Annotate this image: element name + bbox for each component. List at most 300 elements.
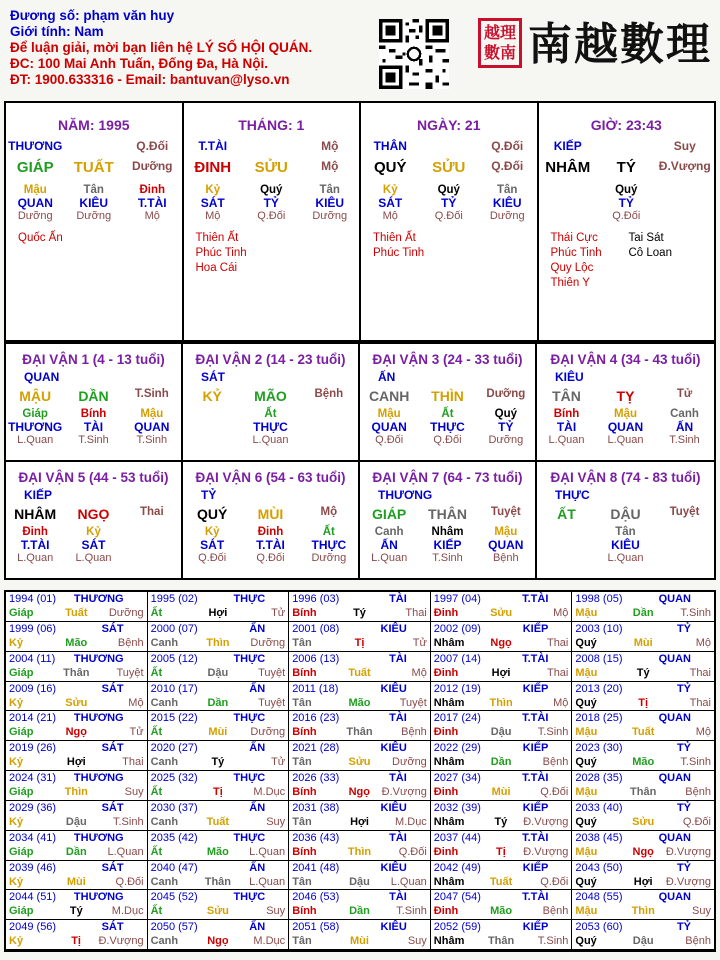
year-cell [148, 622, 290, 652]
year-label: 2033 (40) [575, 801, 623, 814]
year-stage: T.Sinh [537, 726, 569, 739]
dai-van-6 [183, 460, 360, 578]
year-branch: Dần [65, 845, 87, 858]
dai-van-god: SÁT [201, 370, 225, 384]
year-branch: Dần [207, 696, 229, 709]
year-cell [6, 682, 148, 712]
year-cell [431, 682, 573, 712]
year-label: 2026 (33) [292, 772, 340, 784]
year-god: THỰC [233, 712, 266, 725]
hidden-stage: L.Quan [75, 552, 112, 564]
year-branch: Sửu [348, 756, 371, 769]
year-cell [289, 861, 431, 891]
year-stem: Kỷ [9, 815, 24, 828]
year-label: 2040 (47) [150, 861, 198, 874]
dai-van-stem: NHÂM [14, 506, 57, 522]
year-cell [148, 890, 290, 920]
hidden-stage [656, 210, 715, 222]
year-cell [572, 920, 714, 950]
hidden-god: QUAN [17, 196, 53, 210]
year-stage: Tử [412, 636, 427, 649]
year-stem: Canh [150, 815, 179, 828]
red-seal-stamp [478, 18, 522, 68]
year-cell [6, 890, 148, 920]
year-stage: Q.Đối [115, 875, 144, 888]
year-stage: L.Quan [107, 845, 144, 858]
year-stem: Đinh [433, 607, 459, 619]
pillar-1 [184, 103, 362, 340]
dai-van-title: ĐẠI VẬN 2 (14 - 23 tuổi) [195, 352, 346, 367]
hidden-stage [537, 552, 596, 564]
year-label: 2000 (07) [150, 622, 198, 635]
year-branch: Tị [212, 786, 223, 798]
dai-van-4 [537, 342, 714, 460]
star-item: Phúc Tinh [195, 247, 247, 259]
year-god: KIÊU [380, 801, 407, 814]
year-god: T.TÀI [522, 772, 549, 784]
year-branch: Dần [349, 905, 370, 918]
year-cell [148, 592, 290, 622]
hidden-god: SÁT [378, 196, 403, 210]
dai-van-8 [537, 460, 714, 578]
year-cell [431, 890, 573, 920]
dai-van-5 [6, 460, 183, 578]
year-god: KIẾP [522, 921, 549, 934]
year-cell [148, 682, 290, 712]
hidden-stage: Q.Đối [257, 210, 286, 222]
hidden-stage: L.Quan [17, 552, 54, 564]
year-branch: Thìn [347, 845, 372, 858]
year-branch: Tý [353, 607, 366, 619]
year-stem: Bính [292, 607, 317, 619]
year-label: 2042 (49) [433, 861, 481, 874]
year-cell [431, 861, 573, 891]
year-label: 2002 (09) [433, 622, 481, 635]
year-stage: Mộ [695, 636, 711, 649]
year-stem: Ất [150, 845, 163, 858]
pillar-title: NGÀY: 21 [416, 117, 481, 133]
year-god: THƯƠNG [73, 891, 124, 904]
year-stage: Đ.Vượng [665, 875, 711, 888]
hidden-god: TỶ [618, 196, 634, 210]
dai-van-god: QUAN [24, 370, 60, 384]
year-branch: Mão [206, 845, 229, 858]
hidden-god: QUAN [488, 538, 524, 552]
heavenly-stem: ĐINH [194, 159, 232, 176]
year-label: 2001 (08) [292, 622, 340, 635]
year-branch: Thân [487, 935, 515, 948]
hidden-stem [300, 408, 358, 420]
year-god: KIÊU [380, 622, 407, 635]
hidden-stem: Canh [374, 526, 404, 538]
year-branch: Mão [490, 905, 513, 918]
year-stem: Mậu [575, 845, 598, 858]
year-branch: Thìn [206, 636, 230, 649]
year-label: 2012 (19) [433, 682, 481, 695]
year-cell [6, 861, 148, 891]
dai-van-panel [4, 342, 716, 580]
branch-god: Q.Đối [136, 139, 169, 153]
year-branch: Sửu [632, 815, 655, 828]
year-god: THỰC [233, 891, 266, 904]
year-stage: T.Sinh [680, 607, 711, 619]
year-cell [572, 711, 714, 741]
year-label: 2052 (59) [433, 921, 481, 934]
dai-van-title: ĐẠI VẬN 5 (44 - 53 tuổi) [18, 470, 169, 485]
year-branch: Sửu [65, 696, 88, 709]
year-branch: Mùi [633, 636, 653, 649]
year-stem: Giáp [9, 845, 34, 858]
year-cell [431, 771, 573, 801]
hidden-stage: T.Sinh [78, 434, 109, 446]
star-item: Cô Loan [628, 247, 672, 259]
year-cell [572, 741, 714, 771]
hidden-stem [123, 526, 181, 538]
year-branch: Hợi [208, 607, 228, 619]
year-label: 2018 (25) [575, 712, 623, 725]
pillar-0 [6, 103, 184, 340]
auspicious-stars [551, 231, 602, 291]
year-stage: T.Sinh [396, 905, 427, 918]
year-label: 2035 (42) [150, 831, 198, 844]
year-cell [572, 592, 714, 622]
year-label: 2022 (29) [433, 742, 481, 755]
year-stage: Thai [689, 666, 711, 679]
star-item: Hoa Cái [195, 262, 238, 274]
dai-van-branch: MÃO [254, 388, 287, 404]
year-stage: L.Quan [390, 875, 427, 888]
year-stage: Q.Đối [398, 845, 427, 858]
year-stem: Quý [575, 935, 597, 948]
year-branch: Ngọ [632, 845, 654, 858]
hidden-stem [183, 408, 241, 420]
year-stem: Quý [575, 875, 597, 888]
year-cell [572, 652, 714, 682]
hidden-god: THỰC [430, 420, 465, 434]
dai-van-branch: MÙI [257, 506, 284, 522]
year-god: SÁT [101, 682, 124, 695]
dai-van-branch: THÌN [431, 388, 464, 404]
year-stem: Đinh [433, 666, 459, 679]
year-god: THƯƠNG [73, 831, 124, 844]
pillar-title: GIỜ: 23:43 [590, 117, 662, 133]
hidden-god: TÀI [556, 420, 577, 434]
earthly-branch: SỬU [432, 159, 466, 176]
year-god: SÁT [101, 921, 124, 934]
hidden-stage: Dưỡng [489, 210, 525, 222]
earthly-branch: TÝ [616, 159, 636, 176]
year-god: T.TÀI [522, 593, 549, 605]
year-god: QUAN [658, 831, 691, 844]
hidden-god: TỶ [263, 196, 279, 210]
hidden-god [183, 420, 241, 434]
year-cell [6, 741, 148, 771]
year-label: 2014 (21) [9, 712, 57, 725]
year-cell [6, 920, 148, 950]
stem-god: T.TÀI [198, 139, 228, 153]
year-label: 2037 (44) [433, 831, 481, 844]
year-cell [289, 920, 431, 950]
year-stage: Mộ [553, 607, 569, 619]
four-pillars-panel [4, 101, 716, 342]
dai-van-title: ĐẠI VẬN 8 (74 - 83 tuổi) [550, 470, 701, 485]
life-stage: Q.Đối [491, 159, 524, 173]
year-god: KIÊU [380, 921, 407, 934]
year-cell [289, 741, 431, 771]
year-stage: Thai [405, 607, 427, 619]
year-god: THƯƠNG [73, 712, 124, 725]
year-stage: M.Dục [395, 815, 427, 828]
year-label: 2048 (55) [575, 891, 623, 904]
year-cell [289, 771, 431, 801]
year-cell [572, 831, 714, 861]
hidden-stage: Dưỡng [17, 210, 53, 222]
year-stem: Mậu [575, 607, 598, 619]
year-branch: Ngọ [207, 935, 229, 948]
year-stage: Q.Đối [540, 786, 569, 798]
year-god: KIÊU [380, 861, 407, 874]
year-cell [148, 771, 290, 801]
year-god: QUAN [658, 891, 691, 904]
year-stage: Thai [546, 666, 569, 679]
year-cell [289, 592, 431, 622]
year-stem: Canh [150, 935, 179, 948]
star-item: Phúc Tinh [550, 247, 602, 259]
pillar-title: NĂM: 1995 [57, 117, 130, 133]
year-stage: Q.Đối [682, 815, 711, 828]
year-cell [572, 861, 714, 891]
year-label: 2041 (48) [292, 861, 340, 874]
year-stage: Đ.Vượng [381, 786, 427, 798]
year-branch: Thìn [64, 786, 88, 798]
year-god: TÀI [389, 652, 407, 665]
dai-van-stage: Tuyệt [490, 506, 521, 518]
year-label: 2020 (27) [150, 742, 198, 755]
year-stage: Suy [692, 905, 711, 918]
dai-van-title: ĐẠI VẬN 7 (64 - 73 tuổi) [372, 470, 523, 485]
year-god: KIÊU [380, 682, 407, 695]
year-label: 2050 (57) [150, 921, 198, 934]
hidden-stem: Giáp [22, 408, 48, 420]
year-branch: Dậu [349, 875, 370, 888]
year-cell [431, 920, 573, 950]
dai-van-stage: Bệnh [314, 388, 344, 400]
auspicious-stars [18, 231, 63, 246]
hidden-stage: T.Sinh [669, 434, 700, 446]
hidden-stem: Tân [497, 184, 518, 196]
hidden-stem: Tân [615, 526, 636, 538]
year-stage: L.Quan [249, 875, 286, 888]
year-stage: Bệnh [542, 905, 569, 918]
year-god: KIẾP [522, 742, 549, 755]
year-cell [289, 622, 431, 652]
annual-cycle-table [4, 590, 716, 952]
hidden-stem: Kỷ [205, 184, 221, 196]
year-label: 2004 (11) [9, 652, 56, 665]
year-stem: Tân [292, 696, 312, 709]
hidden-stage [539, 210, 598, 222]
hidden-stem: Mậu [494, 526, 518, 538]
year-stage: L.Quan [249, 845, 286, 858]
year-stem: Kỷ [9, 636, 24, 649]
year-stem: Tân [292, 815, 312, 828]
dai-van-stem: GIÁP [372, 506, 407, 522]
star-item: Phúc Tinh [373, 247, 425, 259]
year-label: 2006 (13) [292, 652, 340, 665]
year-label: 2047 (54) [433, 891, 481, 904]
dai-van-3 [360, 342, 537, 460]
hidden-stem: Bính [80, 408, 107, 420]
dai-van-stage: T.Sinh [134, 388, 169, 400]
hidden-stem: Tân [319, 184, 340, 196]
year-god: T.TÀI [522, 831, 549, 844]
year-branch: Hợi [491, 666, 511, 679]
year-stem: Ất [150, 786, 163, 798]
dai-van-stage: Tử [676, 388, 693, 400]
year-label: 2003 (10) [575, 622, 623, 635]
year-stem: Canh [150, 636, 179, 649]
hidden-stem: Đinh [257, 526, 284, 538]
dai-van-1 [6, 342, 183, 460]
year-god: THỰC [233, 772, 266, 784]
year-stage: Q.Đối [540, 875, 569, 888]
dai-van-stage: Tuyệt [669, 506, 700, 518]
year-god: TỶ [676, 861, 691, 874]
dai-van-2 [183, 342, 360, 460]
year-stem: Bính [292, 726, 317, 739]
year-stage: T.Sinh [537, 935, 569, 948]
year-stem: Bính [292, 845, 317, 858]
year-cell [289, 711, 431, 741]
gender: Giới tính: Nam [10, 24, 104, 39]
year-cell [6, 831, 148, 861]
year-stage: M.Dục [111, 905, 144, 918]
year-stage: Tử [271, 607, 286, 619]
year-god: T.TÀI [522, 712, 549, 725]
year-label: 2034 (41) [9, 831, 57, 844]
year-label: 2025 (32) [150, 772, 198, 784]
year-label: 2053 (60) [575, 921, 623, 934]
hidden-god [656, 196, 715, 210]
year-label: 2030 (37) [150, 801, 198, 814]
hidden-stem [655, 526, 714, 538]
hidden-god: T.TÀI [256, 538, 285, 552]
year-stem: Kỷ [9, 935, 24, 948]
year-god: KIẾP [522, 682, 549, 695]
year-cell [572, 682, 714, 712]
year-god: THỰC [233, 831, 266, 844]
year-stem: Bính [292, 666, 317, 679]
star-item: Thiên Y [550, 277, 590, 289]
pillar-2 [361, 103, 539, 340]
year-label: 2043 (50) [575, 861, 623, 874]
star-item: Quốc Ấn [18, 232, 63, 244]
dai-van-god: ẤN [378, 370, 396, 384]
dai-van-stem: ẤT [557, 506, 576, 522]
branch-god: Mộ [321, 139, 339, 153]
year-label: 2044 (51) [9, 891, 57, 904]
year-label: 2028 (35) [575, 772, 623, 784]
year-label: 2051 (58) [292, 921, 340, 934]
year-stem: Giáp [9, 666, 34, 679]
year-cell [572, 801, 714, 831]
year-stem: Đinh [433, 845, 459, 858]
dai-van-branch: THÂN [428, 506, 467, 522]
hidden-stage: L.Quan [548, 434, 585, 446]
year-stem: Ất [150, 666, 163, 679]
dai-van-title: ĐẠI VẬN 6 (54 - 63 tuổi) [195, 470, 346, 485]
year-stem: Quý [575, 815, 597, 828]
year-branch: Ngọ [490, 636, 512, 649]
year-cell [572, 622, 714, 652]
year-stem: Nhâm [433, 696, 465, 709]
year-stage: M.Dục [253, 786, 286, 798]
hidden-stage [655, 552, 714, 564]
year-label: 2036 (43) [292, 831, 340, 844]
heavenly-stem: QUÝ [373, 159, 407, 176]
year-label: 2038 (45) [575, 831, 623, 844]
year-branch: Mùi [208, 726, 228, 739]
year-god: TỶ [676, 801, 691, 814]
hidden-stem: Kỷ [86, 526, 101, 538]
dai-van-branch: DẦN [78, 388, 109, 404]
year-god: THƯƠNG [73, 652, 124, 665]
pillar-title: THÁNG: 1 [238, 117, 305, 133]
year-stage: Tử [271, 756, 286, 769]
hidden-god: THỰC [311, 538, 347, 552]
year-label: 2045 (52) [150, 891, 198, 904]
year-label: 2027 (34) [433, 772, 481, 784]
year-stage: Suy [407, 935, 427, 948]
year-stage: Đ.Vượng [523, 815, 569, 828]
hidden-god: KIẾP [433, 538, 462, 552]
dai-van-branch: TỴ [616, 388, 635, 404]
owner-name: Đương số: phạm văn huy [10, 8, 175, 23]
year-stage: Bệnh [401, 726, 427, 739]
life-stage: Dưỡng [131, 159, 173, 173]
hidden-stage: Dưỡng [488, 434, 524, 446]
year-cell [431, 622, 573, 652]
star-item: Tai Sát [628, 232, 664, 244]
year-branch: Thân [63, 666, 90, 679]
dai-van-god: THỰC [555, 488, 590, 502]
year-label: 2021 (28) [292, 742, 340, 755]
year-branch: Hợi [66, 756, 86, 769]
earthly-branch: SỬU [254, 159, 288, 176]
year-god: KIẾP [522, 801, 549, 814]
year-god: QUAN [658, 772, 691, 784]
hidden-stage: Bệnh [492, 552, 519, 564]
hidden-stage [300, 434, 358, 446]
hidden-god: THỰC [253, 420, 288, 434]
hidden-stem: Ất [264, 408, 277, 420]
year-stage: Dưỡng [108, 607, 144, 619]
year-stem: Kỷ [9, 875, 24, 888]
year-branch: Thân [204, 875, 232, 888]
hidden-god: KIÊU [611, 538, 640, 552]
year-cell [431, 741, 573, 771]
year-label: 2010 (17) [150, 682, 198, 695]
year-branch: Tị [638, 696, 649, 709]
year-label: 2009 (16) [9, 682, 57, 695]
dai-van-title: ĐẠI VẬN 3 (24 - 33 tuổi) [372, 352, 523, 367]
year-label: 2007 (14) [433, 652, 481, 665]
year-branch: Tị [71, 935, 81, 948]
year-stage: Suy [266, 815, 286, 828]
year-god: TÀI [389, 831, 407, 844]
year-god: KIẾP [522, 861, 549, 874]
life-stage: Đ.Vượng [658, 159, 711, 173]
